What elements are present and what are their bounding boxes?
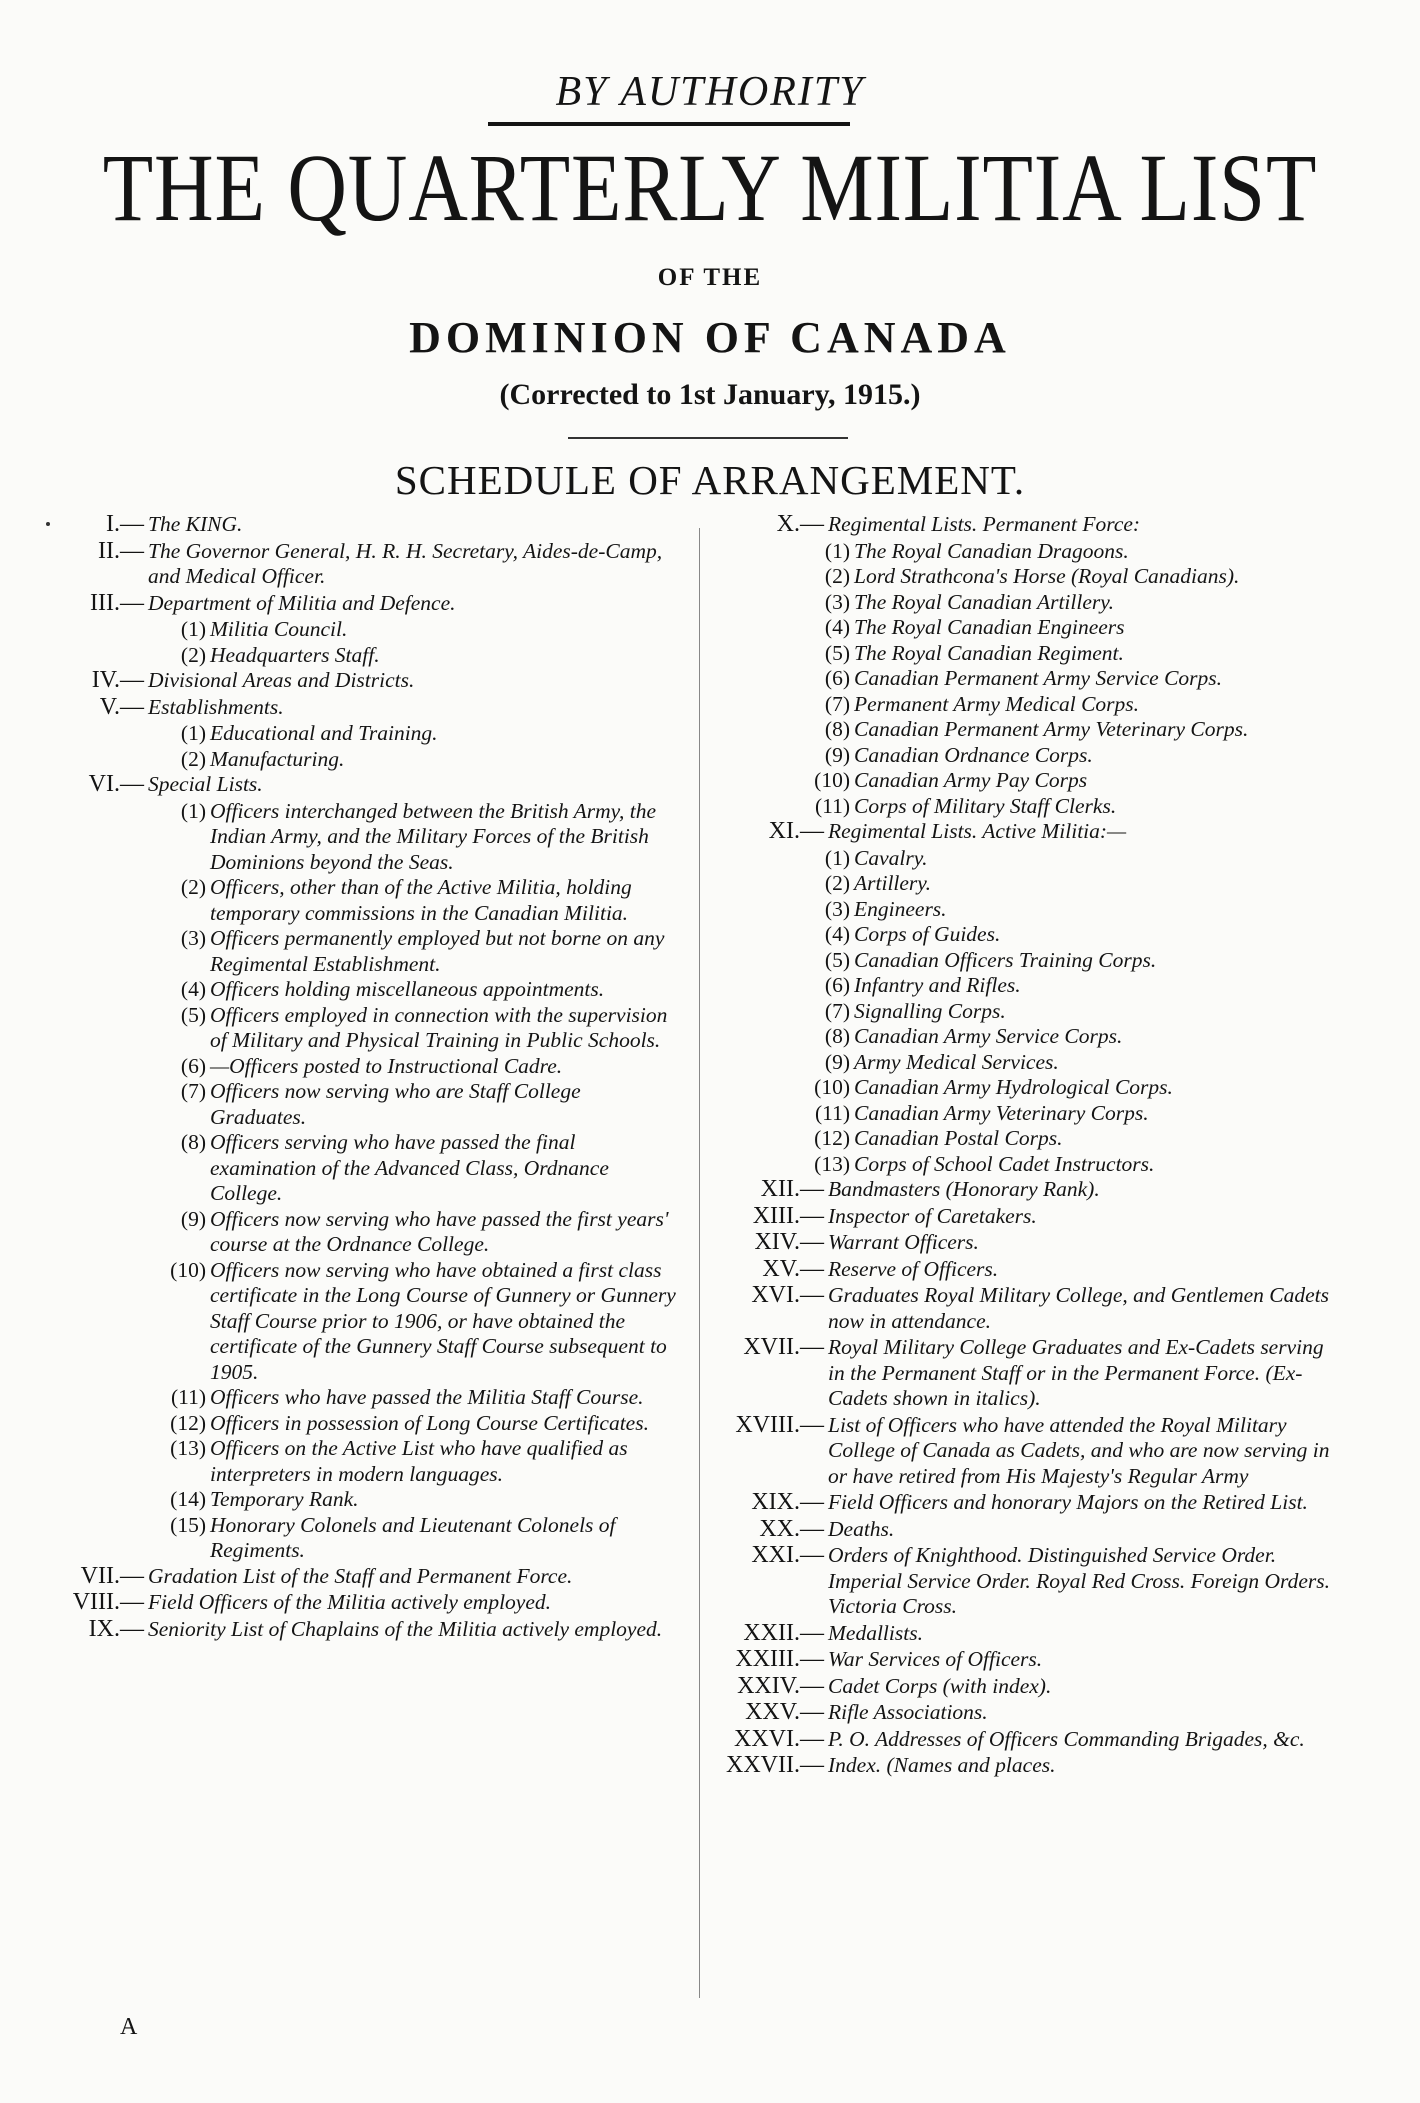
schedule-subentry (690, 1101, 1340, 1127)
dominion-heading: DOMINION OF CANADA (409, 313, 1011, 362)
schedule-subentry (690, 590, 1340, 616)
entry-number: XVII.— (743, 1334, 824, 1360)
schedule-subentry (690, 539, 1340, 565)
schedule-subentry (62, 1385, 680, 1411)
subentry-number: (2) (180, 642, 206, 667)
subentry-number: (9) (824, 742, 850, 767)
subentry-number: (8) (180, 1130, 206, 1154)
entry-title: Rifle Associations. (828, 1700, 988, 1724)
subentry-title: Officers interchanged between the British Army, the Indian Army, and the Military Forces of the British Dominions beyond the Seas. (210, 798, 657, 874)
entry-number: XIX.— (751, 1489, 824, 1515)
subentry-number: (7) (824, 998, 850, 1023)
subentry-title: Signalling Corps. (854, 998, 1006, 1023)
subentry-title: Cavalry. (854, 845, 928, 870)
corrected-date: (Corrected to 1st January, 1915.) (499, 378, 921, 411)
schedule-entry (690, 1753, 1340, 1779)
entry-title: Warrant Officers. (828, 1230, 979, 1254)
subentry-title: Officers who have passed the Militia Staff Course. (210, 1385, 644, 1409)
subentry-title: Officers, other than of the Active Militia, holding temporary commissions in the Canadian Militia. (210, 875, 632, 925)
schedule-entry (690, 1490, 1340, 1516)
schedule-entry (690, 1230, 1340, 1256)
subentry-number: (1) (824, 845, 850, 870)
schedule-subentry (690, 692, 1340, 718)
entry-title: Regimental Lists. Permanent Force: (828, 512, 1141, 536)
entry-number: VI.— (88, 771, 144, 797)
subentry-title: Infantry and Rifles. (854, 973, 1021, 997)
entry-number: XIII.— (752, 1202, 824, 1229)
schedule-entry (690, 1177, 1340, 1203)
subentry-title: Honorary Colonels and Lieutenant Colonels of Regiments. (210, 1512, 616, 1562)
schedule-entry (690, 1700, 1340, 1726)
entry-number: III.— (90, 589, 144, 616)
schedule-entry (62, 1590, 680, 1616)
subentry-title: Headquarters Staff. (210, 642, 380, 667)
schedule-subentry (690, 871, 1340, 897)
schedule-subentry (690, 794, 1340, 820)
subentry-title: Corps of Guides. (854, 922, 1001, 946)
entry-number: XV.— (762, 1255, 824, 1282)
entry-title: Establishments. (148, 694, 284, 719)
subentry-title: Canadian Army Veterinary Corps. (854, 1100, 1149, 1125)
entry-number: XXVII.— (726, 1752, 824, 1778)
schedule-subentry (690, 1050, 1340, 1076)
entry-number: XXII.— (743, 1619, 824, 1646)
schedule-entry (62, 512, 680, 538)
entry-number: XIV.— (754, 1229, 824, 1255)
schedule-subentry (62, 1411, 680, 1437)
entry-title: Field Officers of the Militia actively employed. (148, 1590, 551, 1614)
subentry-title: Lord Strathcona's Horse (Royal Canadians). (854, 564, 1240, 588)
subentry-number: (4) (180, 977, 206, 1001)
schedule-subentry (62, 1487, 680, 1513)
subentry-number: (10) (170, 1257, 206, 1282)
schedule-entry (62, 1564, 680, 1590)
subentry-title: Officers now serving who have passed the first years' course at the Ordnance College. (210, 1206, 669, 1256)
schedule-entry (690, 1257, 1340, 1283)
schedule-entry (690, 512, 1340, 538)
schedule-entry (690, 1543, 1340, 1620)
subentry-number: (3) (824, 589, 850, 614)
subentry-number: (7) (824, 691, 850, 716)
schedule-entry (690, 1413, 1340, 1490)
schedule-entry (62, 591, 680, 617)
subentry-title: Officers on the Active List who have qualified as interpreters in modern languages. (210, 1436, 628, 1486)
schedule-subentry (690, 1075, 1340, 1101)
entry-number: XXVI.— (734, 1725, 824, 1752)
schedule-entry (62, 1617, 680, 1643)
subentry-title: The Royal Canadian Engineers (854, 615, 1125, 639)
subentry-number: (11) (814, 1100, 850, 1125)
entry-number: XXIII.— (735, 1646, 824, 1672)
subentry-title: Officers serving who have passed the final examination of the Advanced Class, Ordnance College. (210, 1130, 609, 1205)
subentry-title: The Royal Canadian Artillery. (854, 589, 1114, 614)
schedule-entry (690, 1727, 1340, 1753)
subentry-number: (11) (814, 793, 850, 818)
schedule-subentry (62, 1130, 680, 1207)
subentry-title: Officers employed in connection with the supervision of Military and Physical Training in Public Schools. (210, 1002, 668, 1052)
subentry-number: (5) (824, 640, 850, 665)
schedule-subentry (690, 564, 1340, 590)
subentry-number: (3) (824, 896, 850, 921)
schedule-subentry (62, 1079, 680, 1130)
schedule-entry (690, 1674, 1340, 1700)
entry-title: Graduates Royal Military College, and Gentlemen Cadets now in attendance. (828, 1283, 1329, 1333)
entry-number: X.— (776, 511, 824, 537)
schedule-subentry (62, 617, 680, 643)
subentry-title: Canadian Permanent Army Service Corps. (854, 666, 1223, 690)
subentry-title: Temporary Rank. (210, 1487, 359, 1511)
subentry-title: Permanent Army Medical Corps. (854, 691, 1140, 716)
subentry-title: Canadian Postal Corps. (854, 1126, 1063, 1150)
entry-title: Field Officers and honorary Majors on the Retired List. (828, 1490, 1308, 1514)
subentry-number: (1) (180, 721, 206, 745)
subentry-number: (5) (824, 947, 850, 972)
subentry-number: (1) (180, 617, 206, 641)
schedule-subentry (690, 897, 1340, 923)
schedule-subentry (690, 1024, 1340, 1050)
entry-title: Deaths. (828, 1516, 895, 1541)
entry-title: Gradation List of the Staff and Permanent Force. (148, 1563, 573, 1588)
subentry-title: Officers now serving who have obtained a first class certificate in the Long Course of Gunnery or Gunnery Staff Course prior to 1906, or have obtained the certificate of the Gunnery Staff Course subsequent to 1905. (210, 1257, 676, 1384)
subentry-title: Officers now serving who are Staff College Graduates. (210, 1079, 581, 1129)
bullet-mark (46, 522, 50, 526)
subentry-title: Canadian Army Service Corps. (854, 1024, 1123, 1048)
subentry-title: Officers holding miscellaneous appointments. (210, 977, 605, 1001)
subentry-title: Army Medical Services. (854, 1049, 1059, 1074)
entry-number: V.— (99, 693, 144, 720)
schedule-subentry (690, 641, 1340, 667)
subentry-number: (14) (170, 1487, 206, 1511)
subentry-title: Canadian Army Hydrological Corps. (854, 1075, 1173, 1099)
subentry-number: (6) (824, 666, 850, 690)
schedule-subentry (690, 948, 1340, 974)
subentry-title: The Royal Canadian Dragoons. (854, 538, 1129, 563)
entry-title: P. O. Addresses of Officers Commanding Brigades, &c. (828, 1726, 1305, 1751)
entry-title: The Governor General, H. R. H. Secretary, Aides-de-Camp, and Medical Officer. (148, 538, 663, 588)
subentry-title: —Officers posted to Instructional Cadre. (210, 1053, 563, 1078)
subentry-title: Canadian Ordnance Corps. (854, 742, 1093, 767)
entry-title: Orders of Knighthood. Distinguished Service Order. Imperial Service Order. Royal Red Cross. Foreign Orders. Victoria Cross. (828, 1543, 1330, 1618)
subentry-title: Corps of School Cadet Instructors. (854, 1151, 1155, 1176)
entry-number: XVIII.— (735, 1411, 824, 1438)
subentry-title: Manufacturing. (210, 746, 345, 771)
schedule-subentry (62, 1513, 680, 1564)
schedule-entry (62, 772, 680, 798)
schedule-subentry (62, 643, 680, 669)
subentry-number: (6) (180, 1053, 206, 1078)
subentry-title: Officers in possession of Long Course Certificates. (210, 1410, 649, 1435)
schedule-subentry (62, 977, 680, 1003)
subentry-number: (2) (824, 564, 850, 588)
schedule-entry (690, 1517, 1340, 1543)
subentry-number: (8) (824, 1024, 850, 1048)
subentry-number: (9) (180, 1206, 206, 1231)
schedule-entry (62, 539, 680, 590)
entry-number: II.— (98, 537, 144, 564)
entry-title: Royal Military College Graduates and Ex-Cadets serving in the Permanent Staff or in the Permanent Force. (Ex-Cadets shown in italics). (828, 1335, 1324, 1410)
entry-number: XX.— (759, 1515, 824, 1542)
by-authority-heading: BY AUTHORITY (555, 69, 865, 115)
subentry-number: (1) (824, 538, 850, 563)
schedule-subentry (62, 1207, 680, 1258)
subentry-number: (9) (824, 1049, 850, 1074)
subentry-number: (13) (170, 1436, 206, 1460)
subentry-number: (2) (824, 871, 850, 895)
schedule-entry (690, 1621, 1340, 1647)
schedule-subentry (62, 799, 680, 876)
subentry-title: Engineers. (854, 896, 947, 921)
schedule-subentry (62, 1054, 680, 1080)
subentry-title: Officers permanently employed but not borne on any Regimental Establishment. (210, 926, 665, 976)
entry-title: Bandmasters (Honorary Rank). (828, 1177, 1100, 1201)
subentry-number: (4) (824, 922, 850, 946)
subentry-number: (5) (180, 1002, 206, 1027)
entry-title: Department of Militia and Defence. (148, 590, 456, 615)
subentry-number: (4) (824, 615, 850, 639)
entry-title: Divisional Areas and Districts. (148, 668, 415, 692)
schedule-subentry (62, 1003, 680, 1054)
subentry-title: Militia Council. (210, 617, 348, 641)
schedule-subentry (690, 743, 1340, 769)
schedule-entry (690, 1283, 1340, 1334)
subentry-title: Corps of Military Staff Clerks. (854, 793, 1117, 818)
heading-underline (488, 122, 850, 126)
entry-number: XI.— (768, 818, 824, 844)
schedule-subentry (62, 1258, 680, 1386)
page-title: THE QUARTERLY MILITIA LIST (102, 134, 1318, 241)
of-the-line: OF THE (657, 264, 763, 291)
divider (568, 437, 848, 439)
entry-title: War Services of Officers. (828, 1647, 1043, 1671)
subentry-title: Canadian Army Pay Corps (854, 768, 1088, 792)
subentry-title: Educational and Training. (210, 721, 438, 745)
entry-title: Seniority List of Chaplains of the Militia actively employed. (148, 1616, 663, 1641)
schedule-heading: SCHEDULE OF ARRANGEMENT. (394, 457, 1026, 503)
entry-title: List of Officers who have attended the Royal Military College of Canada as Cadets, and who are now serving in or have retired from His Majesty's Regular Army (828, 1412, 1330, 1488)
subentry-number: (1) (180, 798, 206, 823)
entry-number: XXI.— (751, 1542, 824, 1568)
schedule-entry (62, 668, 680, 694)
entry-title: Index. (Names and places. (828, 1753, 1056, 1777)
entry-title: Special Lists. (148, 772, 263, 796)
schedule-subentry (690, 922, 1340, 948)
schedule-subentry (62, 721, 680, 747)
entry-number: VIII.— (72, 1589, 144, 1615)
entry-title: Medallists. (828, 1620, 923, 1645)
entry-title: Inspector of Caretakers. (828, 1203, 1037, 1228)
subentry-number: (2) (180, 875, 206, 899)
schedule-subentry (690, 717, 1340, 743)
subentry-number: (11) (170, 1385, 206, 1409)
entry-number: IV.— (91, 667, 144, 693)
entry-number: I.— (106, 511, 144, 537)
entry-number: VII.— (80, 1562, 144, 1589)
subentry-title: Canadian Officers Training Corps. (854, 947, 1157, 972)
schedule-subentry (62, 747, 680, 773)
entry-title: Cadet Corps (with index). (828, 1673, 1052, 1698)
subentry-number: (6) (824, 973, 850, 997)
schedule-entry (690, 1335, 1340, 1412)
subentry-number: (13) (814, 1151, 850, 1176)
subentry-number: (2) (180, 746, 206, 771)
entry-number: XVI.— (751, 1282, 824, 1308)
entry-title: Regimental Lists. Active Militia:— (828, 819, 1127, 843)
schedule-subentry (690, 666, 1340, 692)
schedule-subentry (62, 926, 680, 977)
schedule-subentry (690, 1152, 1340, 1178)
entry-number: XXV.— (745, 1699, 824, 1725)
schedule-subentry (690, 973, 1340, 999)
signature-mark: A (120, 2014, 138, 2040)
subentry-number: (10) (814, 768, 850, 792)
schedule-subentry (690, 615, 1340, 641)
schedule-subentry (690, 846, 1340, 872)
entry-title: The KING. (148, 512, 243, 536)
subentry-number: (12) (814, 1126, 850, 1150)
entry-title: Reserve of Officers. (828, 1256, 999, 1281)
schedule-subentry (690, 1126, 1340, 1152)
schedule-entry (690, 819, 1340, 845)
schedule-subentry (690, 999, 1340, 1025)
subentry-number: (7) (180, 1079, 206, 1103)
schedule-entry (62, 695, 680, 721)
subentry-title: The Royal Canadian Regiment. (854, 640, 1124, 665)
schedule-subentry (62, 1436, 680, 1487)
subentry-number: (3) (180, 926, 206, 950)
schedule-subentry (62, 875, 680, 926)
subentry-title: Artillery. (854, 871, 932, 895)
entry-number: IX.— (88, 1615, 144, 1642)
right-column (690, 512, 1340, 1780)
entry-number: XII.— (760, 1176, 824, 1202)
schedule-entry (690, 1204, 1340, 1230)
schedule-subentry (690, 768, 1340, 794)
entry-number: XXIV.— (737, 1672, 824, 1699)
subentry-title: Canadian Permanent Army Veterinary Corps. (854, 717, 1249, 741)
subentry-number: (10) (814, 1075, 850, 1099)
schedule-entry (690, 1647, 1340, 1673)
subentry-number: (12) (170, 1410, 206, 1435)
left-column (62, 512, 680, 1643)
subentry-number: (15) (170, 1512, 206, 1537)
subentry-number: (8) (824, 717, 850, 741)
